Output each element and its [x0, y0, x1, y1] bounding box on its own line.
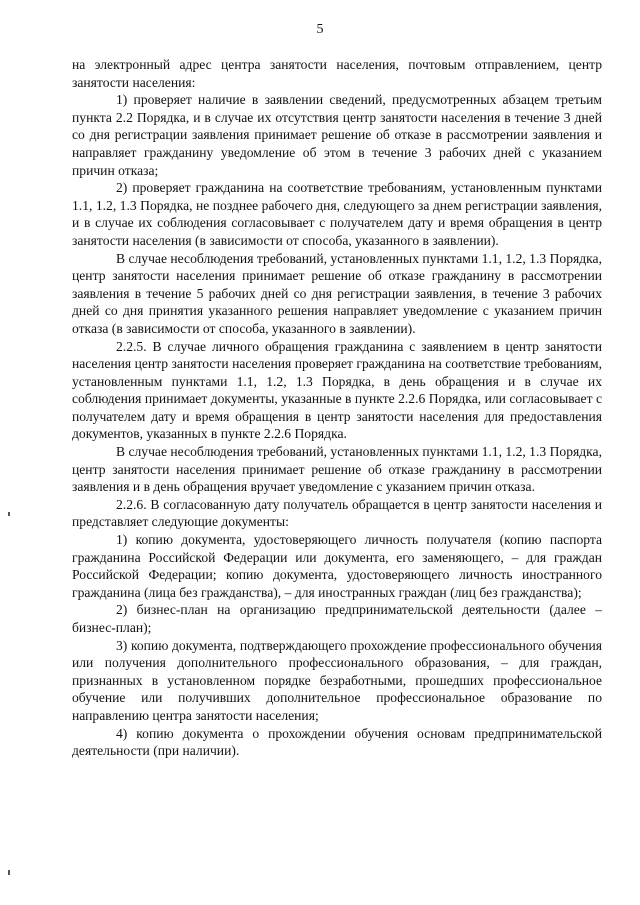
paragraph-7: 1) копию документа, удостоверяющего личность получателя (копию паспорта гражданина Российской Федерации или документа, его заменяющего, – для граждан Российской Федерации; копию документа, удостоверяющего личность иностранного гражданина (лица без гражданства), – для иностранных граждан (лиц без гражданства); — [72, 532, 602, 600]
paragraph-5: В случае несоблюдения требований, установленных пунктами 1.1, 1.2, 1.3 Порядка, центр занятости населения принимает решение об отказе гражданину в рассмотрении заявления и в день обращения вручает уведомление с указанием причин отказа. — [72, 444, 602, 495]
paragraph-6: 2.2.6. В согласованную дату получатель обращается в центр занятости населения и представляет следующие документы: — [72, 496, 602, 530]
paragraph-9: 3) копию документа, подтверждающего прохождение профессионального обучения или получения дополнительного профессионального образования, – для граждан, признанных в установленном порядке безработными, прошедших профессиональное обучение или получивших дополнительное профессиональное образование по направлению центра занятости населения; — [72, 637, 602, 723]
paragraph-8: 2) бизнес-план на организацию предпринимательской деятельности (далее – бизнес-план); — [72, 602, 602, 635]
scan-mark — [8, 512, 10, 516]
paragraph-2: 2) проверяет гражданина на соответствие требованиям, установленным пунктами 1.1, 1.2, 1.3 Порядка, не позднее рабочего дня, следующего за днем регистрации заявления, и в случае их соблюдения согласовывает с получателем дату и время обращения в центр занятости населения (в зависимости от способа, указанного в заявлении). — [72, 180, 602, 248]
scan-mark — [8, 870, 10, 875]
paragraph-1: 1) проверяет наличие в заявлении сведений, предусмотренных абзацем третьим пункта 2.2 Порядка, и в случае их отсутствия центр занятости населения в течение 3 дней со дня регистрации заявления принимает решение об отказе в рассмотрении заявления и направляет гражданину уведомление об этом в течение 3 рабочих дней с указанием причин отказа; — [72, 92, 602, 178]
paragraph-10: 4) копию документа о прохождении обучения основам предпринимательской деятельности (при наличии). — [72, 725, 602, 759]
paragraph-0: на электронный адрес центра занятости населения, почтовым отправлением, центр занятости населения: — [72, 57, 602, 90]
page-number: 5 — [316, 22, 324, 37]
paragraph-3: В случае несоблюдения требований, установленных пунктами 1.1, 1.2, 1.3 Порядка, центр занятости населения принимает решение об отказе гражданину в рассмотрении заявления в течение 5 рабочих дней со дня регистрации заявления, в течение 3 рабочих дней со дня принятия указанного решения направляет уведомление с указанием причин отказа (в зависимости от способа, указанного в заявлении). — [72, 250, 602, 336]
paragraph-4: 2.2.5. В случае личного обращения гражданина с заявлением в центр занятости населения центр занятости населения проверяет гражданина на соответствие требованиям, установленным пунктами 1.1, 1.2, 1.3 Порядка, в день обращения и в случае их соблюдения принимает документы, указанные в пункте 2.2.6 Порядка, или согласовывает с получателем дату и время обращения в центр занятости населения для предоставления документов, указанных в пункте 2.2.6 Порядка. — [72, 338, 602, 442]
document-body — [72, 56, 602, 760]
